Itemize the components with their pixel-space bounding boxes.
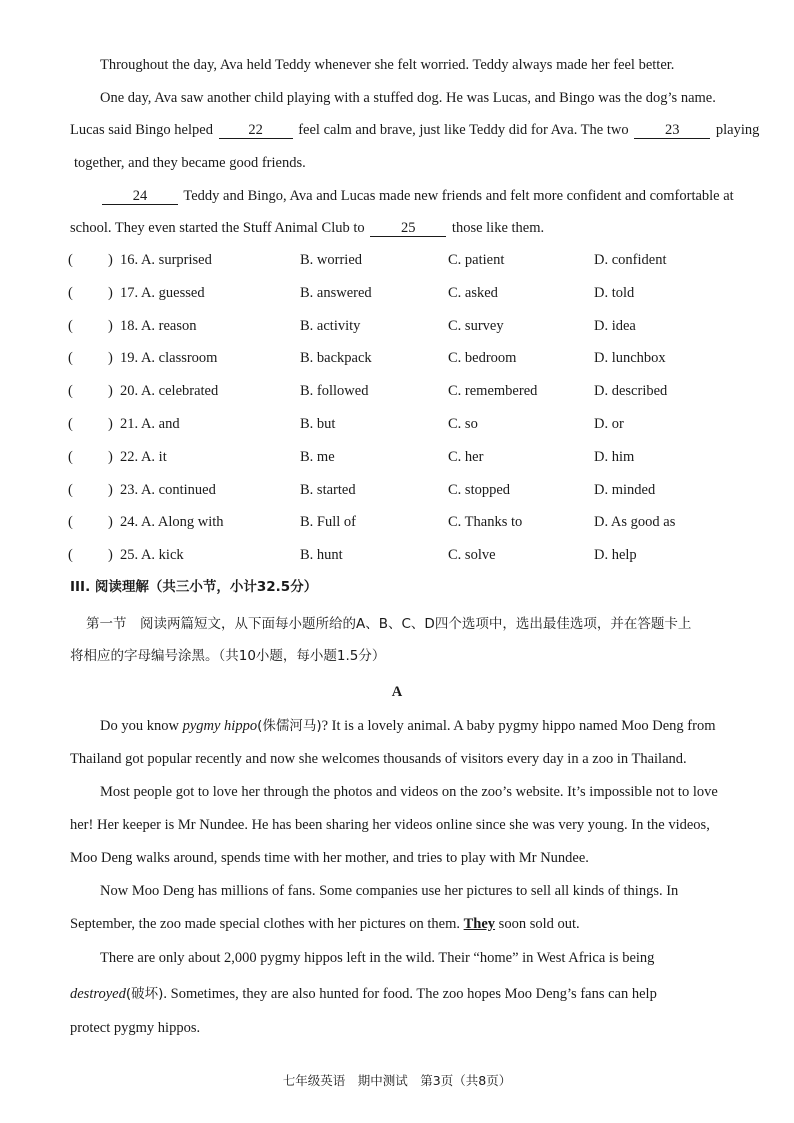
option-c: C. asked <box>448 284 498 301</box>
passage-text: ? It is a lovely animal. A baby pygmy hippo named Moo Deng from <box>321 718 716 734</box>
passage-label: A <box>391 684 403 700</box>
option-b: B. backpack <box>300 350 372 367</box>
option-c: C. remembered <box>448 383 538 400</box>
option-a: 19. A. classroom <box>120 350 218 367</box>
blank-23: 23 <box>634 122 710 139</box>
question-row <box>68 512 768 532</box>
answer-paren-left: ( <box>68 317 73 334</box>
answer-paren-right: ) <box>108 448 113 465</box>
section-instruction-line-2: 将相应的字母编号涂黑。（共10小题，每小题1.5分） <box>70 648 386 664</box>
answer-paren-left: ( <box>68 547 73 564</box>
term-pygmy-hippo: pygmy hippo <box>182 718 258 734</box>
cloze-text: Teddy and Bingo, Ava and Lucas made new friends and felt more confident and comfortable at <box>183 188 734 204</box>
cloze-paragraph-1 <box>70 56 764 74</box>
option-b: B. worried <box>300 252 363 268</box>
question-row <box>68 447 768 467</box>
page-footer: 七年级英语 期中测试 第3页（共8页） <box>282 1073 512 1088</box>
question-row <box>68 480 768 500</box>
option-d: D. minded <box>594 481 656 498</box>
passage-paragraph-3-line-1 <box>70 882 764 900</box>
option-b: B. answered <box>300 284 372 301</box>
answer-paren-right: ) <box>108 514 113 531</box>
question-row <box>68 348 768 368</box>
option-a: 25. A. kick <box>120 547 184 564</box>
passage-text: Do you know <box>100 718 183 734</box>
blank-25: 25 <box>370 220 446 237</box>
answer-paren-right: ) <box>108 350 113 367</box>
answer-paren-left: ( <box>68 350 73 367</box>
cloze-paragraph-2-line-2 <box>70 121 764 139</box>
option-d: D. confident <box>594 252 667 268</box>
option-c: C. patient <box>448 252 505 268</box>
passage-text: Moo Deng walks around, spends time with her mother, and tries to play with Mr Nundee. <box>70 850 589 866</box>
term-gloss: (侏儒河马) <box>257 718 322 734</box>
option-b: B. me <box>300 448 335 465</box>
answer-paren-right: ) <box>108 284 113 301</box>
blank-22: 22 <box>219 122 293 139</box>
cloze-paragraph-2-line-1 <box>70 89 764 107</box>
passage-text: . Sometimes, they are also hunted for food. The zoo hopes Moo Deng’s fans can help <box>163 986 657 1002</box>
passage-paragraph-4-line-3 <box>70 1019 764 1037</box>
option-c: C. so <box>448 416 478 432</box>
option-a: 24. A. Along with <box>120 514 224 531</box>
option-a: 21. A. and <box>120 416 180 432</box>
option-b: B. but <box>300 416 336 432</box>
option-b: B. activity <box>300 317 361 334</box>
option-a: 20. A. celebrated <box>120 383 219 400</box>
option-d: D. lunchbox <box>594 350 666 367</box>
passage-paragraph-1-line-2 <box>70 750 764 768</box>
option-a: 17. A. guessed <box>120 284 205 301</box>
passage-text: protect pygmy hippos. <box>70 1020 201 1036</box>
option-b: B. Full of <box>300 514 356 531</box>
answer-paren-right: ) <box>108 547 113 564</box>
cloze-paragraph-3-line-1 <box>70 187 764 205</box>
option-a: 18. A. reason <box>120 317 197 334</box>
option-c: C. solve <box>448 547 496 564</box>
answer-paren-left: ( <box>68 481 73 498</box>
passage-paragraph-4-line-2 <box>70 985 764 1003</box>
question-row <box>68 283 768 303</box>
section-title: III. 阅读理解（共三小节，小计32.5分） <box>70 579 318 595</box>
option-a: 16. A. surprised <box>120 252 212 268</box>
cloze-text: those like them. <box>451 220 545 236</box>
cloze-text: Lucas said Bingo helped <box>70 122 213 138</box>
question-row <box>68 414 768 434</box>
answer-paren-right: ) <box>108 481 113 498</box>
answer-paren-right: ) <box>108 416 113 432</box>
question-row <box>68 250 768 270</box>
cloze-text: together, and they became good friends. <box>74 155 306 171</box>
question-row <box>68 545 768 565</box>
cloze-text: One day, Ava saw another child playing with a stuffed dog. He was Lucas, and Bingo was the dog’s name. <box>100 90 716 106</box>
question-row <box>68 316 768 336</box>
option-b: B. hunt <box>300 547 343 564</box>
passage-text: Thailand got popular recently and now she welcomes thousands of visitors every day in a zoo in Thailand. <box>70 751 687 767</box>
answer-paren-left: ( <box>68 252 73 268</box>
cloze-text: school. They even started the Stuff Animal Club to <box>70 220 365 236</box>
option-b: B. started <box>300 481 356 498</box>
question-row <box>68 381 768 401</box>
answer-paren-left: ( <box>68 383 73 400</box>
passage-text: September, the zoo made special clothes with her pictures on them. <box>70 916 464 932</box>
cloze-text: Throughout the day, Ava held Teddy whenever she felt worried. Teddy always made her feel better. <box>100 57 675 73</box>
cloze-text: feel calm and brave, just like Teddy did for Ava. The two <box>298 122 629 138</box>
passage-paragraph-2-line-3 <box>70 849 764 867</box>
passage-text: her! Her keeper is Mr Nundee. He has been sharing her videos online since she was very young. In the videos, <box>70 817 710 833</box>
cloze-paragraph-2-line-3 <box>74 154 764 172</box>
blank-24: 24 <box>102 188 178 205</box>
passage-paragraph-3-line-2 <box>70 915 764 933</box>
answer-paren-left: ( <box>68 448 73 465</box>
answer-paren-left: ( <box>68 514 73 531</box>
option-c: C. bedroom <box>448 350 517 367</box>
option-d: D. help <box>594 547 637 564</box>
cloze-paragraph-3-line-2 <box>70 219 764 237</box>
answer-paren-right: ) <box>108 252 113 268</box>
answer-paren-right: ) <box>108 317 113 334</box>
passage-text: Most people got to love her through the photos and videos on the zoo’s website. It’s impossible not to love <box>100 784 718 800</box>
passage-text: There are only about 2,000 pygmy hippos left in the wild. Their “home” in West Africa is being <box>100 950 655 966</box>
cloze-text: playing <box>715 122 760 138</box>
answer-paren-left: ( <box>68 284 73 301</box>
option-d: D. or <box>594 416 624 432</box>
answer-paren-right: ) <box>108 383 113 400</box>
option-c: C. survey <box>448 317 504 334</box>
passage-paragraph-2-line-2 <box>70 816 764 834</box>
term-gloss: (破坏) <box>125 986 164 1002</box>
passage-text: Now Moo Deng has millions of fans. Some companies use her pictures to sell all kinds of things. In <box>100 883 679 899</box>
term-destroyed: destroyed <box>70 986 126 1002</box>
answer-paren-left: ( <box>68 416 73 432</box>
option-a: 23. A. continued <box>120 481 216 498</box>
option-c: C. Thanks to <box>448 514 523 531</box>
section-instruction-line-1: 第一节 阅读两篇短文，从下面每小题所给的A、B、C、D四个选项中，选出最佳选项，并在答题卡上 <box>86 616 692 632</box>
option-d: D. told <box>594 284 635 301</box>
option-d: D. described <box>594 383 668 400</box>
passage-paragraph-2-line-1 <box>70 783 764 801</box>
option-d: D. him <box>594 448 635 465</box>
passage-paragraph-1-line-1 <box>70 717 764 735</box>
underlined-word-they: They <box>463 916 496 932</box>
option-d: D. idea <box>594 317 636 334</box>
option-d: D. As good as <box>594 514 676 531</box>
passage-text: soon sold out. <box>495 916 580 932</box>
passage-paragraph-4-line-1 <box>70 949 764 967</box>
option-c: C. her <box>448 448 484 465</box>
option-b: B. followed <box>300 383 369 400</box>
option-a: 22. A. it <box>120 448 167 465</box>
option-c: C. stopped <box>448 481 511 498</box>
